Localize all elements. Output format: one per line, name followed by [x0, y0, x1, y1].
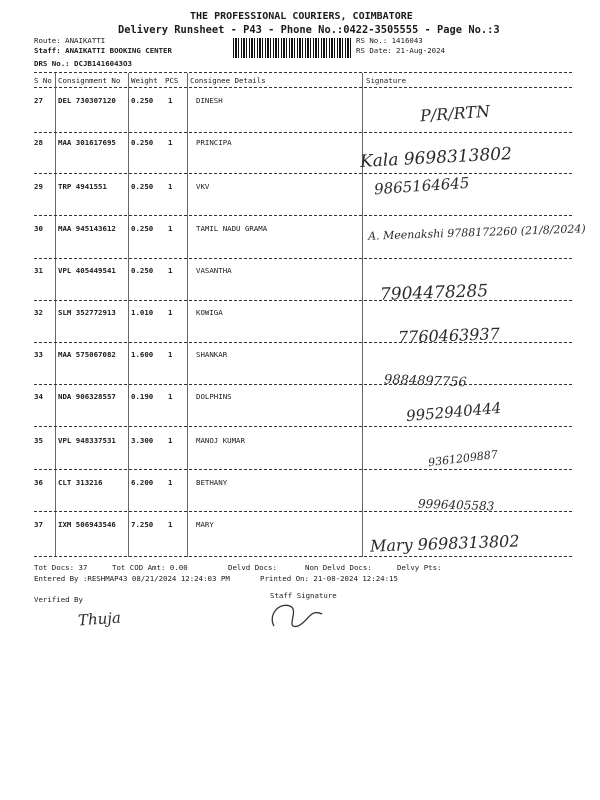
row-consignment: IXM 506943546 — [58, 520, 116, 529]
row-sno: 31 — [34, 266, 43, 275]
row-consignment: MAA 575067082 — [58, 350, 116, 359]
row-rule — [34, 258, 572, 259]
row-consignee: VASANTHA — [196, 266, 232, 275]
col-weight: Weight — [131, 76, 158, 85]
col-consignment: Consignment No — [58, 76, 121, 85]
row-weight: 0.190 — [131, 392, 154, 401]
route-label: Route: ANAIKATTI — [34, 36, 106, 45]
row-consignee: MARY — [196, 520, 214, 529]
row-sno: 37 — [34, 520, 43, 529]
row-signature: 7904478285 — [379, 281, 489, 305]
row-consignee: KOWIGA — [196, 308, 223, 317]
row-pcs: 1 — [168, 96, 173, 105]
row-pcs: 1 — [168, 436, 173, 445]
row-consignment: NDA 906328557 — [58, 392, 116, 401]
row-rule — [34, 556, 572, 557]
printed-on: Printed On: 21-08-2024 12:24:15 — [260, 574, 398, 583]
row-consignee: MANOJ KUMAR — [196, 436, 245, 445]
row-weight: 3.300 — [131, 436, 154, 445]
row-consignee: PRINCIPA — [196, 138, 232, 147]
row-sno: 36 — [34, 478, 43, 487]
row-signature: Kala 9698313802 — [359, 144, 513, 172]
col-signature: Signature — [366, 76, 407, 85]
verified-signature: Thuja — [77, 608, 122, 630]
row-signature: 9952940444 — [405, 398, 503, 426]
row-rule — [34, 215, 572, 216]
row-rule — [34, 469, 572, 470]
row-signature: P/R/RTN — [419, 101, 491, 126]
table-top-rule — [34, 72, 572, 73]
barcode — [233, 38, 351, 58]
row-consignment: SLM 352772913 — [58, 308, 116, 317]
row-rule — [34, 426, 572, 427]
verified-by-label: Verified By — [34, 595, 83, 604]
row-sno: 35 — [34, 436, 43, 445]
row-consignment: VPL 405449541 — [58, 266, 116, 275]
row-rule — [34, 511, 572, 512]
col-divider — [362, 73, 363, 557]
row-pcs: 1 — [168, 478, 173, 487]
row-sno: 29 — [34, 182, 43, 191]
row-consignee: BETHANY — [196, 478, 228, 487]
row-consignment: MAA 301617695 — [58, 138, 116, 147]
company-name: THE PROFESSIONAL COURIERS, COIMBATORE — [190, 11, 413, 22]
row-consignment: TRP 4941551 — [58, 182, 107, 191]
col-divider — [187, 73, 188, 557]
row-pcs: 1 — [168, 224, 173, 233]
document-title: Delivery Runsheet - P43 - Phone No.:0422-3505555 - Page No.:3 — [118, 24, 500, 36]
row-pcs: 1 — [168, 266, 173, 275]
non-delivered-docs: Non Delvd Docs: — [305, 563, 372, 572]
row-weight: 0.250 — [131, 96, 154, 105]
rs-number: RS No.: 1416043 — [356, 36, 423, 45]
row-sno: 27 — [34, 96, 43, 105]
staff-label: Staff: ANAIKATTI BOOKING CENTER — [34, 46, 172, 55]
col-divider — [128, 73, 129, 557]
row-signature: 9361209887 — [427, 447, 499, 470]
row-pcs: 1 — [168, 138, 173, 147]
row-sno: 34 — [34, 392, 43, 401]
row-weight: 7.250 — [131, 520, 154, 529]
row-sno: 33 — [34, 350, 43, 359]
row-signature: 7760463937 — [397, 324, 501, 347]
row-consignment: CLT 313216 — [58, 478, 103, 487]
staff-signature-scribble — [264, 596, 334, 636]
row-rule — [34, 342, 572, 343]
row-sno: 32 — [34, 308, 43, 317]
row-pcs: 1 — [168, 392, 173, 401]
row-rule — [34, 173, 572, 174]
row-rule — [34, 384, 572, 385]
header-bottom-rule — [34, 87, 572, 88]
row-consignment: MAA 945143612 — [58, 224, 116, 233]
row-signature: 9996405583 — [417, 496, 495, 514]
col-sno: S No — [34, 76, 52, 85]
row-sno: 28 — [34, 138, 43, 147]
row-weight: 0.250 — [131, 266, 154, 275]
entered-by: Entered By :RESHMAP43 08/21/2024 12:24:03 PM — [34, 574, 230, 583]
row-weight: 0.250 — [131, 138, 154, 147]
delivery-points: Delvy Pts: — [397, 563, 442, 572]
row-weight: 1.010 — [131, 308, 154, 317]
total-docs: Tot Docs: 37 — [34, 563, 88, 572]
staff-signature-label: Staff Signature — [270, 591, 337, 600]
row-consignee: TAMIL NADU GRAMA — [196, 224, 268, 233]
row-sno: 30 — [34, 224, 43, 233]
row-signature: 9865164645 — [373, 173, 470, 199]
row-consignee: DINESH — [196, 96, 223, 105]
col-divider — [55, 73, 56, 557]
row-rule — [34, 300, 572, 301]
drs-number: DRS No.: DCJB1416043O3 — [34, 59, 132, 68]
row-pcs: 1 — [168, 350, 173, 359]
total-cod: Tot COD Amt: 0.00 — [112, 563, 188, 572]
row-consignee: DOLPHINS — [196, 392, 232, 401]
row-weight: 0.250 — [131, 182, 154, 191]
row-pcs: 1 — [168, 308, 173, 317]
row-rule — [34, 132, 572, 133]
col-consignee: Consignee Details — [190, 76, 266, 85]
rs-date: RS Date: 21-Aug-2024 — [356, 46, 445, 55]
col-pcs: PCS — [165, 76, 179, 85]
row-weight: 1.600 — [131, 350, 154, 359]
row-pcs: 1 — [168, 182, 173, 191]
row-consignment: DEL 730307120 — [58, 96, 116, 105]
row-signature: A. Meenakshi 9788172260 (21/8/2024) — [367, 222, 586, 243]
row-consignee: VKV — [196, 182, 210, 191]
row-weight: 6.200 — [131, 478, 154, 487]
row-weight: 0.250 — [131, 224, 154, 233]
row-signature: 9884897756 — [383, 372, 467, 391]
row-consignment: VPL 948337531 — [58, 436, 116, 445]
delivered-docs: Delvd Docs: — [228, 563, 277, 572]
row-pcs: 1 — [168, 520, 173, 529]
row-signature: Mary 9698313802 — [369, 531, 520, 556]
row-consignee: SHANKAR — [196, 350, 228, 359]
